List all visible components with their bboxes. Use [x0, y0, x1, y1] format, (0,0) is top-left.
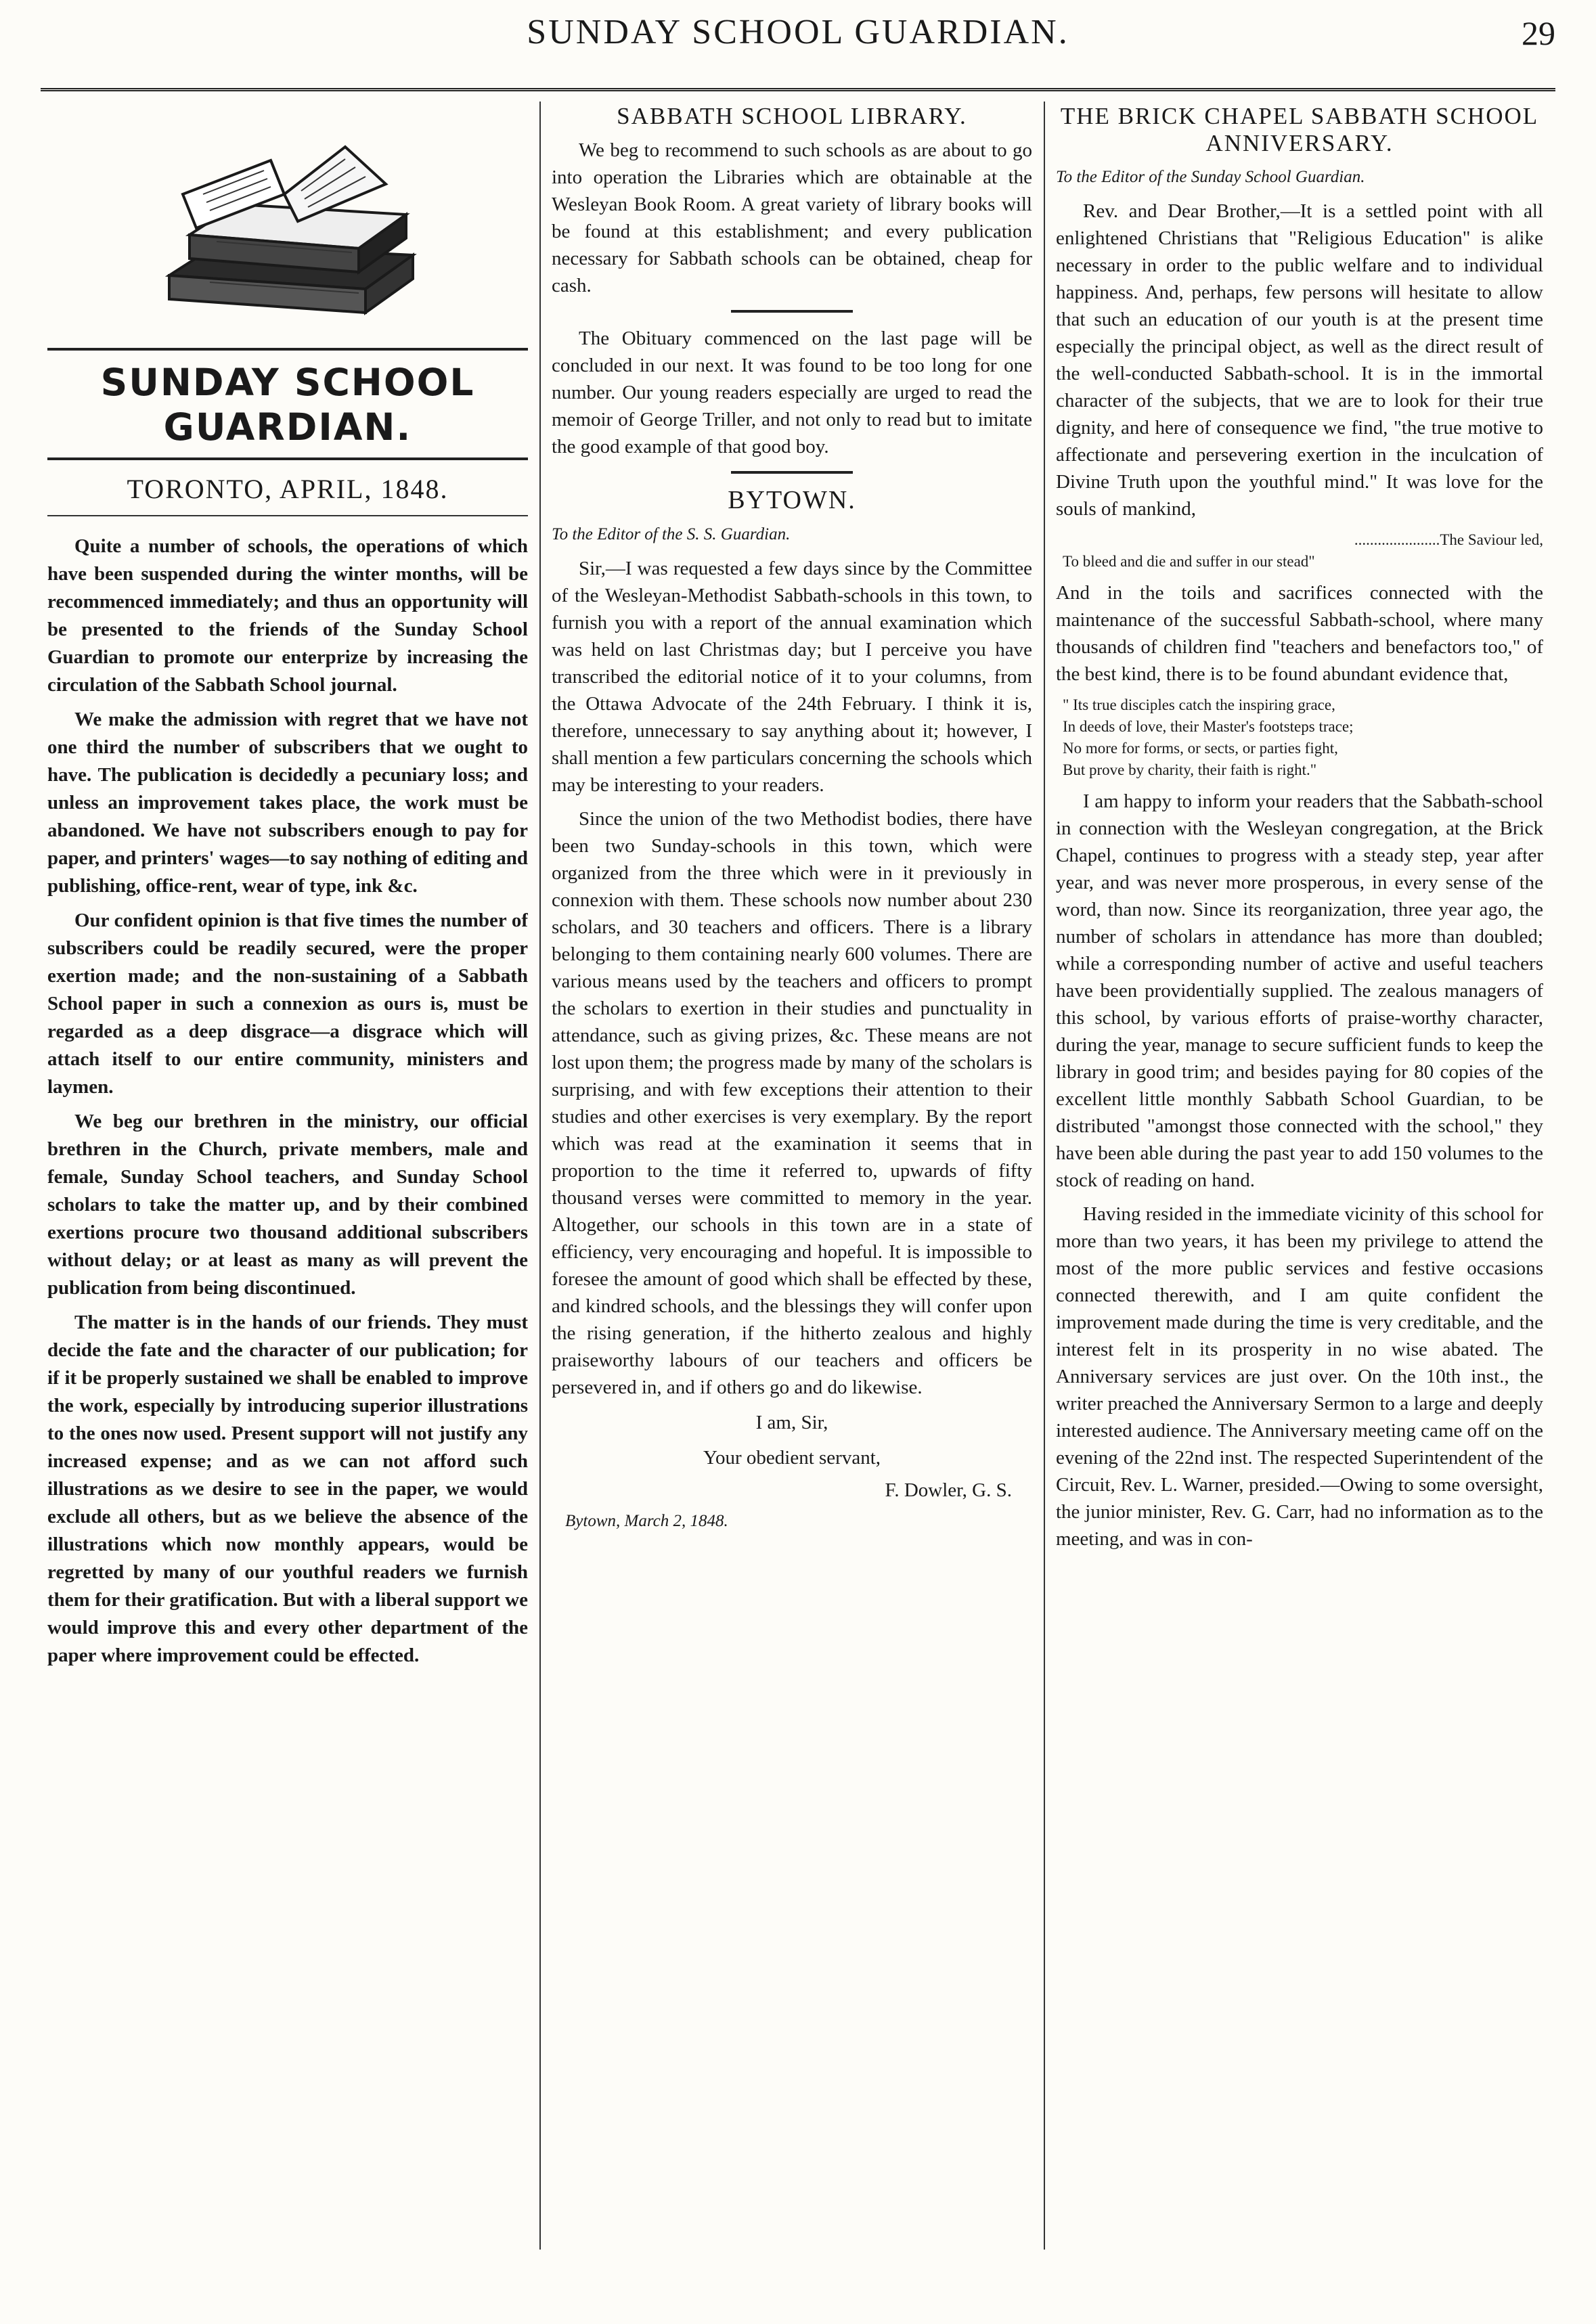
letter-place-date: Bytown, March 2, 1848. — [565, 1512, 728, 1530]
books-engraving-icon — [47, 103, 528, 340]
letter-address: To the Editor of the Sunday School Guardian. — [1056, 168, 1365, 186]
column-1 — [47, 103, 528, 2250]
top-rule — [41, 88, 1555, 91]
verse-line: To bleed and die and suffer in our stead" — [1063, 553, 1315, 570]
library-paragraph: We beg to recommend to such schools as are about to go into operation the Libraries which are obtainable at the Wesleyan Book Room. A great variety of library books will be found at this establishment; and every publication necessary for Sabbath schools can be obtained, cheap for cash. — [552, 139, 1032, 296]
column-divider — [539, 102, 541, 2250]
dateline: TORONTO, APRIL, 1848. — [127, 474, 449, 504]
masthead-title: SUNDAY SCHOOL GUARDIAN. — [100, 361, 475, 449]
letter-paragraph: I am happy to inform your readers that the Sabbath-school in connection with the Wesleyan congregation, at the Brick Chapel, continues to progress with a steady step, year after year, and was never more prosperous, in every sense of the word, than now. Since its reorganization, three year ago, the number of scholars in attendance has more than doubled; while a corresponding number of active and useful teachers have been providentially supplied. The zealous managers of this school, by various efforts of praise-worthy character, during the year, manage to secure sufficient funds to keep the library in good trim; and besides paying for 80 copies of the excellent little monthly Sabbath School Guardian, to be distributed "amongst those connected with the school," they have been able during the past year to add 150 volumes to the stock of reading on hand. — [1056, 790, 1543, 1191]
books-engraving-svg — [142, 120, 433, 323]
letter-paragraph: And in the toils and sacrifices connected with the maintenance of the successful Sabbath-school, where many thousands of children find "teachers and benefactors too," of the best kind, there is to be found abundant evidence that, — [1056, 582, 1543, 685]
page-header — [41, 12, 1555, 66]
letter-paragraph: Sir,—I was requested a few days since by the Committee of the Wesleyan-Methodist Sabbath-schools in this town, to furnish you with a report of the annual examination which was held on last Christmas day; but I perceive you have transcribed the editorial notice of it to your columns, from the Ottawa Advocate of the 24th February. I think it is, therefore, unnecessary to say anything about it; however, I shall mention a few particulars concerning the schools which may be interesting to your readers. — [552, 558, 1032, 796]
column-3 — [1056, 103, 1543, 2250]
dateline-rule — [47, 515, 528, 516]
verse-line: No more for forms, or sects, or parties fight, — [1063, 740, 1338, 757]
editorial-paragraph: The matter is in the hands of our friends. They must decide the fate and the character of our publication; for if it be properly sustained we shall be enabled to improve the work, especially by introducing superior illustrations to the ones now used. Present support will not justify any increased expense; and as we can not afford such illustrations as we desire to see in the paper, we would exclude all others, but as we believe the absence of the illustrations which now monthly appears, would be regretted by many of our youthful readers we furnish them for their gratification. But with a liberal support we would improve this and every other department of the paper where improvement could be effected. — [47, 1312, 528, 1666]
section-rule — [731, 310, 853, 313]
verse-line: But prove by charity, their faith is right." — [1063, 761, 1317, 778]
running-title: SUNDAY SCHOOL GUARDIAN. — [527, 13, 1069, 51]
letter-closing: Your obedient servant, — [703, 1447, 881, 1469]
verse-quote — [1063, 694, 1543, 781]
letter-paragraph: Rev. and Dear Brother,—It is a settled point with all enlightened Christians that "Religious Education" is alike necessary in order to the public welfare and to individual happiness. And, perhaps, few persons will hesitate to allow that such an education of our youth is at the present time especially the principal object, as well as the direct result of the well-conducted Sabbath-school. It is in the immortal character of the subjects, that we are to look for their true dignity, and here of consequence we find, "the true motive to affectionate and persevering exertion in the inculcation of Divine Truth upon the youthful mind." It was love for the souls of mankind, — [1056, 200, 1543, 520]
editorial-paragraph: Our confident opinion is that five times the number of subscribers could be readily secured, were the proper exertion made; and the non-sustaining of a Sabbath School paper in such a connexion as ours is, must be regarded as a deep disgrace—a disgrace which will attach itself to our entire community, ministers and laymen. — [47, 910, 528, 1098]
column-divider — [1044, 102, 1045, 2250]
masthead-rule — [47, 348, 528, 351]
letter-paragraph: Since the union of the two Methodist bodies, there have been two Sunday-schools in this town, which were organized from the three which were in it previously in connexion with them. These schools now number about 230 scholars, and 30 teachers and officers. There is a library belonging to them containing nearly 600 volumes. There are various means used by the teachers and officers to prompt the scholars to exertion in their studies and punctuality in attendance, such as giving prizes, &c. These means are not lost upon them; the progress made by many of the scholars is surprising, and with few exceptions their attention to their studies and other exercises is very exemplary. By the report which was read at the examination it seems that in proportion to the time it referred to, upwards of fifty thousand verses were committed to memory in the year. Altogether, our schools in this town are in a state of efficiency, very encouraging and hopeful. It is impossible to foresee the amount of good which shall be effected by these, and kindred schools, and the blessings they will confer upon the rising generation, if the hitherto zealous and highly praiseworthy labours of our teachers and officers be persevered in, and if others go and do likewise. — [552, 808, 1032, 1398]
section-rule — [731, 471, 853, 474]
letter-paragraph: Having resided in the immediate vicinity of this school for more than two years, it has been my privilege to attend the most of the more public services and festive occasions connected therewith, and I am quite confident the improvement made during the time is very creditable, and the interest felt in its prosperity in no wise abated. The Anniversary services are just over. On the 10th inst., the writer preached the Anniversary Sermon to a large and deeply interested audience. The Anniversary meeting came off on the evening of the 22nd inst. The respected Superintendent of the Circuit, Rev. L. Warner, presided.—Owing to some oversight, the junior minister, Rev. G. Carr, had no information as to the meeting, and was in con- — [1056, 1203, 1543, 1550]
editorial-paragraph: We beg our brethren in the ministry, our official brethren in the Church, private members, male and female, Sunday School teachers, and Sunday School scholars to take the matter up, and by their combined exertions procure two thousand additional subscribers without delay; or at least as many as will prevent the publication from being discontinued. — [47, 1111, 528, 1299]
editorial-paragraph: We make the admission with regret that we have not one third the number of subscribers that we ought to have. The publication is decidedly a pecuniary loss; and unless an improvement takes place, the work must be abandoned. We have not subscribers enough to pay for paper, and printers' wages—to say nothing of editing and publishing, office-rent, wear of type, ink &c. — [47, 709, 528, 897]
verse-line: " Its true disciples catch the inspiring grace, — [1063, 696, 1335, 713]
editorial-paragraph: Quite a number of schools, the operations of which have been suspended during the winter months, will be recommenced immediately; and thus an opportunity will be presented to the friends of the Sunday School Guardian to promote our enterprize by increasing the circulation of the Sabbath School journal. — [47, 535, 528, 696]
masthead-rule — [47, 457, 528, 460]
letter-closing: I am, Sir, — [755, 1412, 828, 1433]
verse-line: In deeds of love, their Master's footsteps trace; — [1063, 718, 1354, 735]
letter-address: To the Editor of the S. S. Guardian. — [552, 525, 791, 543]
verse-quote — [1063, 529, 1543, 573]
verse-line: ......................The Saviour led, — [1354, 531, 1543, 548]
obituary-paragraph: The Obituary commenced on the last page will be concluded in our next. It was found to be too long for one number. Our young readers especially are urged to read the memoir of George Triller, and not only to read but to imitate the good example of that good boy. — [552, 328, 1032, 457]
library-heading: SABBATH SCHOOL LIBRARY. — [617, 103, 967, 129]
bytown-heading: BYTOWN. — [728, 486, 856, 514]
page-number: 29 — [1522, 14, 1555, 52]
letter-signature: F. Dowler, G. S. — [885, 1479, 1012, 1501]
column-2 — [552, 103, 1032, 2250]
anniversary-heading: THE BRICK CHAPEL SABBATH SCHOOL ANNIVERSARY. — [1060, 103, 1539, 156]
